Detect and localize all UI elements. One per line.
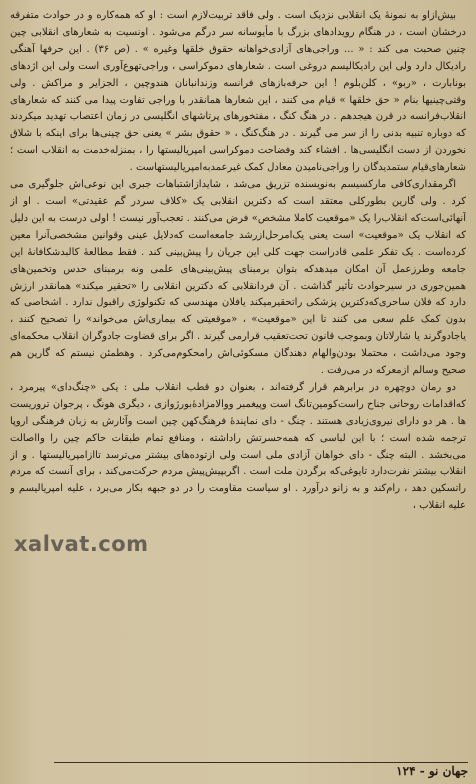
footer-rule xyxy=(54,762,468,763)
paragraph-1: بیش‌از‌او به نمونهٔ یک انقلابی نزدیک است . ولی فاقد تربیت‌لازم است : او که همه‌کاره و در حوادث متفرقه درخشان است ، در هنگام رویدادهای بزرگ با مأیوسانه سر درگم می‌شود . اونسیت به شعارهای انقلابی چین چنین صحبت می کند : « ... وراجی‌های آزادی‌خواهانه حقوق خلقها وغیره » . (ص ۳۶) . این حرفها آهنگی رادیکال دارد ولی این رادیکالیسم دروغی است . شعارهای دموکراسی ، وراجی‌تهوع‌آوری است ولی این اژدهای بونابارت ، «ربو» ، کلن‌بلوم ! این حرفه‌بازهای فرانسه وزندانبانان هندوچین ، الجزایر و مراکش . ولی وقتی‌چینیها بنام « حق خلقها » قیام می کنند ، این شعارها همانقدر با وراجی تفاوت پیدا می کنند که شعارهای انقلاب‌فرانسه در قرن هیجدهم . در هنگ کنگ ، مفتخورهای پرتاشهای انگلیسی در زمان اعتصاب تهدید میکردند که دوباره تنبیه بدنی را از سر می گیرند . در هنگ‌کنگ ، « حقوق بشر » یعنی حق چینی‌ها برای اینکه با شلاق نخوردن از دست انگلیسی‌ها . افشاء کند وفضاحت دموکراسی امپریالیستها را ، بمنزله‌خدمت به انقلاب است ؛ شعارهای‌قیام ستمدیدگان را وراجی‌نامیدن معادل کمک غیرعمدبه‌امپریالیستهاست . xyxy=(10,10,466,174)
footer-journal-page: جهان نو - ۱۲۴ xyxy=(396,764,468,778)
watermark: xalvat.com xyxy=(14,532,149,556)
article-body xyxy=(10,8,466,746)
paragraph-2: اگرمقداری‌کافی مارکسیسم به‌نویسنده تزریق می‌شد ، شایداز‌اشتباهات جبری این نوعی‌اش جلوگیری می کرد . ولی گارین بطورکلی معتقد است که دکترین انقلابی یک «کلاف سردر گم عقیدتی» است . او از آنهائی‌است‌که انقلاب‌را یک «موقعیت کاملا مشخص» فرض می‌کنند . تعجب‌آور نیست ! اولی درست به این دلیل که انقلاب یک «موقعیت» است یعنی یک‌امر‌حل‌ازرشد جامعه‌است که‌دلایل عینی وقوانین مشخصی‌آنرا معین کرده‌است . یک تفکر علمی قادراست جهت کلی این جریان را پیش‌بینی کند . فقط مطالعهٔ کالبدشکافانهٔ این جامعه وطرزعمل آن امکان میدهدکه بتوان برمبنای پیش‌بینی‌های علمی ونه برمبنای حدس وتخمین‌های همین‌جوری در سیرحوادث تأثیر گذاشت . آن فرد‌انقلابی که دکترین انقلابی را «تحقیر میکند» همانقدر ارزش دارد که فلان ساحری‌که‌دکترین پزشکی‌ راتحقیرمیکند یافلان مهندسی که تکنولوژی راقبول ندارد . اشخاصی که بدون کمک علم سعی می کنند تا این «موقعیت» ، «موقعیتی که بیماری‌اش می‌خواند» را تصحیح کنند ، یا‌جادوگرند یا شارلاتان وبموجب قانون تحت‌تعقیب قرارمی گیرند . اگر برای قضاوت جادوگران انقلاب محکمه‌ای وجود می‌داشت ، محتملا بودن‌والهام دهندگان مسکوئی‌اش رامحکوم‌می‌کرد . وهطمئن نیستم که گارین هم صحیح وسالم ازمعرکه در می‌رفت . xyxy=(10,179,466,377)
paragraph-3: دو رمان دوچهره در برابرهم قرار گرفته‌اند ، بعنوان دو قطب انقلاب ملی : یکی «چنگ‌دای» پیرمرد ، که‌اقدامات روحانی جناح راست‌کومین‌تانگ است وپیغمبر ووالامزادهٔ‌بورژوازی ، دیگری هونگ ، پرجوان تروریست ها . هر دو دارای نیروی‌زیادی هستند . چنگ - دای نمایندهٔ فرهنگ‌کهن چین است وآثارش به زبان فرهنگی اروپا ترجمه شده است ؛ با این لباسی که همه‌حسرتش راداشته ، ومنافع تمام طبقات حاکم چین را وااصالت می‌بخشد . البته چنگ - دای خواهان آزادی ملی است ولی از‌توده‌های بیشتر می‌ترسد تا‌ازامپریالیستها . و از انقلاب بیشتر نفرت‌دارد تا‌یوغی‌که بر‌گردن ملت است . اگر‌بپیش‌پیش مردم حرکت‌می‌کند ، برای آنست که مردم راتسکین دهد ، رام‌کند و به زانو درآورد . او سیاست مقاومت را در دو جبهه بکار می‌برد ، علیه امپریالیسم و علیه انقلاب ، xyxy=(10,381,466,512)
page-footer xyxy=(0,752,476,780)
